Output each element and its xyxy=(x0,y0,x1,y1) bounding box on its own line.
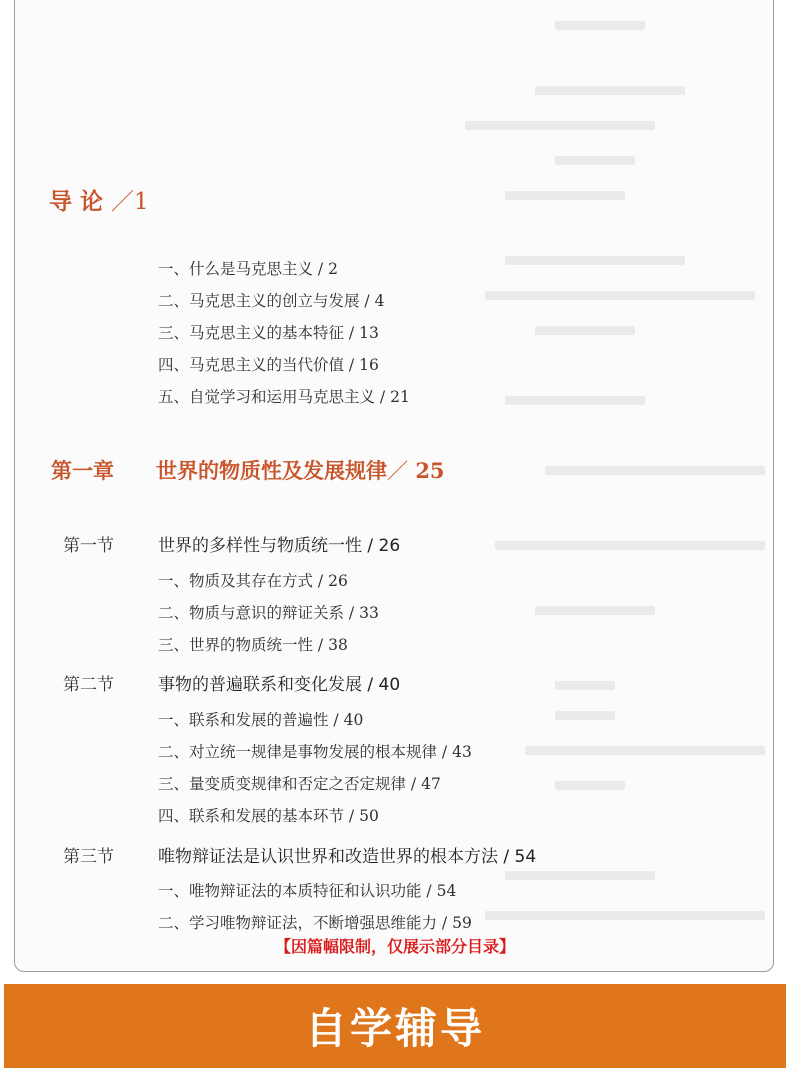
toc-item[interactable]: 三、世界的物质统一性 / 38 xyxy=(158,636,348,654)
chapter-heading xyxy=(156,455,445,485)
section-title[interactable]: 事物的普遍联系和变化发展 / 40 xyxy=(158,675,401,695)
toc-item[interactable]: 一、什么是马克思主义 / 2 xyxy=(158,260,338,278)
toc-item[interactable]: 三、马克思主义的基本特征 / 13 xyxy=(158,324,379,342)
toc-item[interactable]: 一、唯物辩证法的本质特征和认识功能 / 54 xyxy=(158,882,457,900)
section-title[interactable]: 唯物辩证法是认识世界和改造世界的根本方法 / 54 xyxy=(158,847,537,867)
banner-title: 自学辅导 xyxy=(304,1004,485,1053)
intro-heading xyxy=(49,183,149,216)
toc-item[interactable]: 三、量变质变规律和否定之否定规律 / 47 xyxy=(158,775,441,793)
toc-item[interactable]: 五、自觉学习和运用马克思主义 / 21 xyxy=(158,388,410,406)
toc-item[interactable]: 二、学习唯物辩证法，不断增强思维能力 / 59 xyxy=(158,914,472,932)
chapter-page: 25 xyxy=(415,458,445,483)
slash-separator: ／ xyxy=(387,459,408,483)
chapter-label: 第一章 xyxy=(51,458,114,483)
section-label: 第二节 xyxy=(63,675,114,695)
toc-item[interactable]: 一、联系和发展的普遍性 / 40 xyxy=(158,711,364,729)
slash-separator: ／ xyxy=(111,189,135,215)
section-label: 第一节 xyxy=(63,536,114,556)
section-banner xyxy=(4,984,786,1068)
toc-item[interactable]: 二、对立统一规律是事物发展的根本规律 / 43 xyxy=(158,743,472,761)
toc-item[interactable]: 一、物质及其存在方式 / 26 xyxy=(158,572,348,590)
section-title[interactable]: 世界的多样性与物质统一性 / 26 xyxy=(158,536,401,556)
toc-item[interactable]: 四、联系和发展的基本环节 / 50 xyxy=(158,807,379,825)
truncation-notice: 【因篇幅限制，仅展示部分目录】 xyxy=(274,937,515,956)
section-label: 第三节 xyxy=(63,847,114,867)
intro-title: 导 论 xyxy=(49,188,104,215)
toc-item[interactable]: 四、马克思主义的当代价值 / 16 xyxy=(158,356,379,374)
chapter-title: 世界的物质性及发展规律 xyxy=(156,458,387,483)
toc-item[interactable]: 二、物质与意识的辩证关系 / 33 xyxy=(158,604,379,622)
toc-item[interactable]: 二、马克思主义的创立与发展 / 4 xyxy=(158,292,385,310)
toc-page xyxy=(14,0,774,972)
bleed-through-text xyxy=(445,0,774,972)
intro-page: 1 xyxy=(134,189,149,215)
